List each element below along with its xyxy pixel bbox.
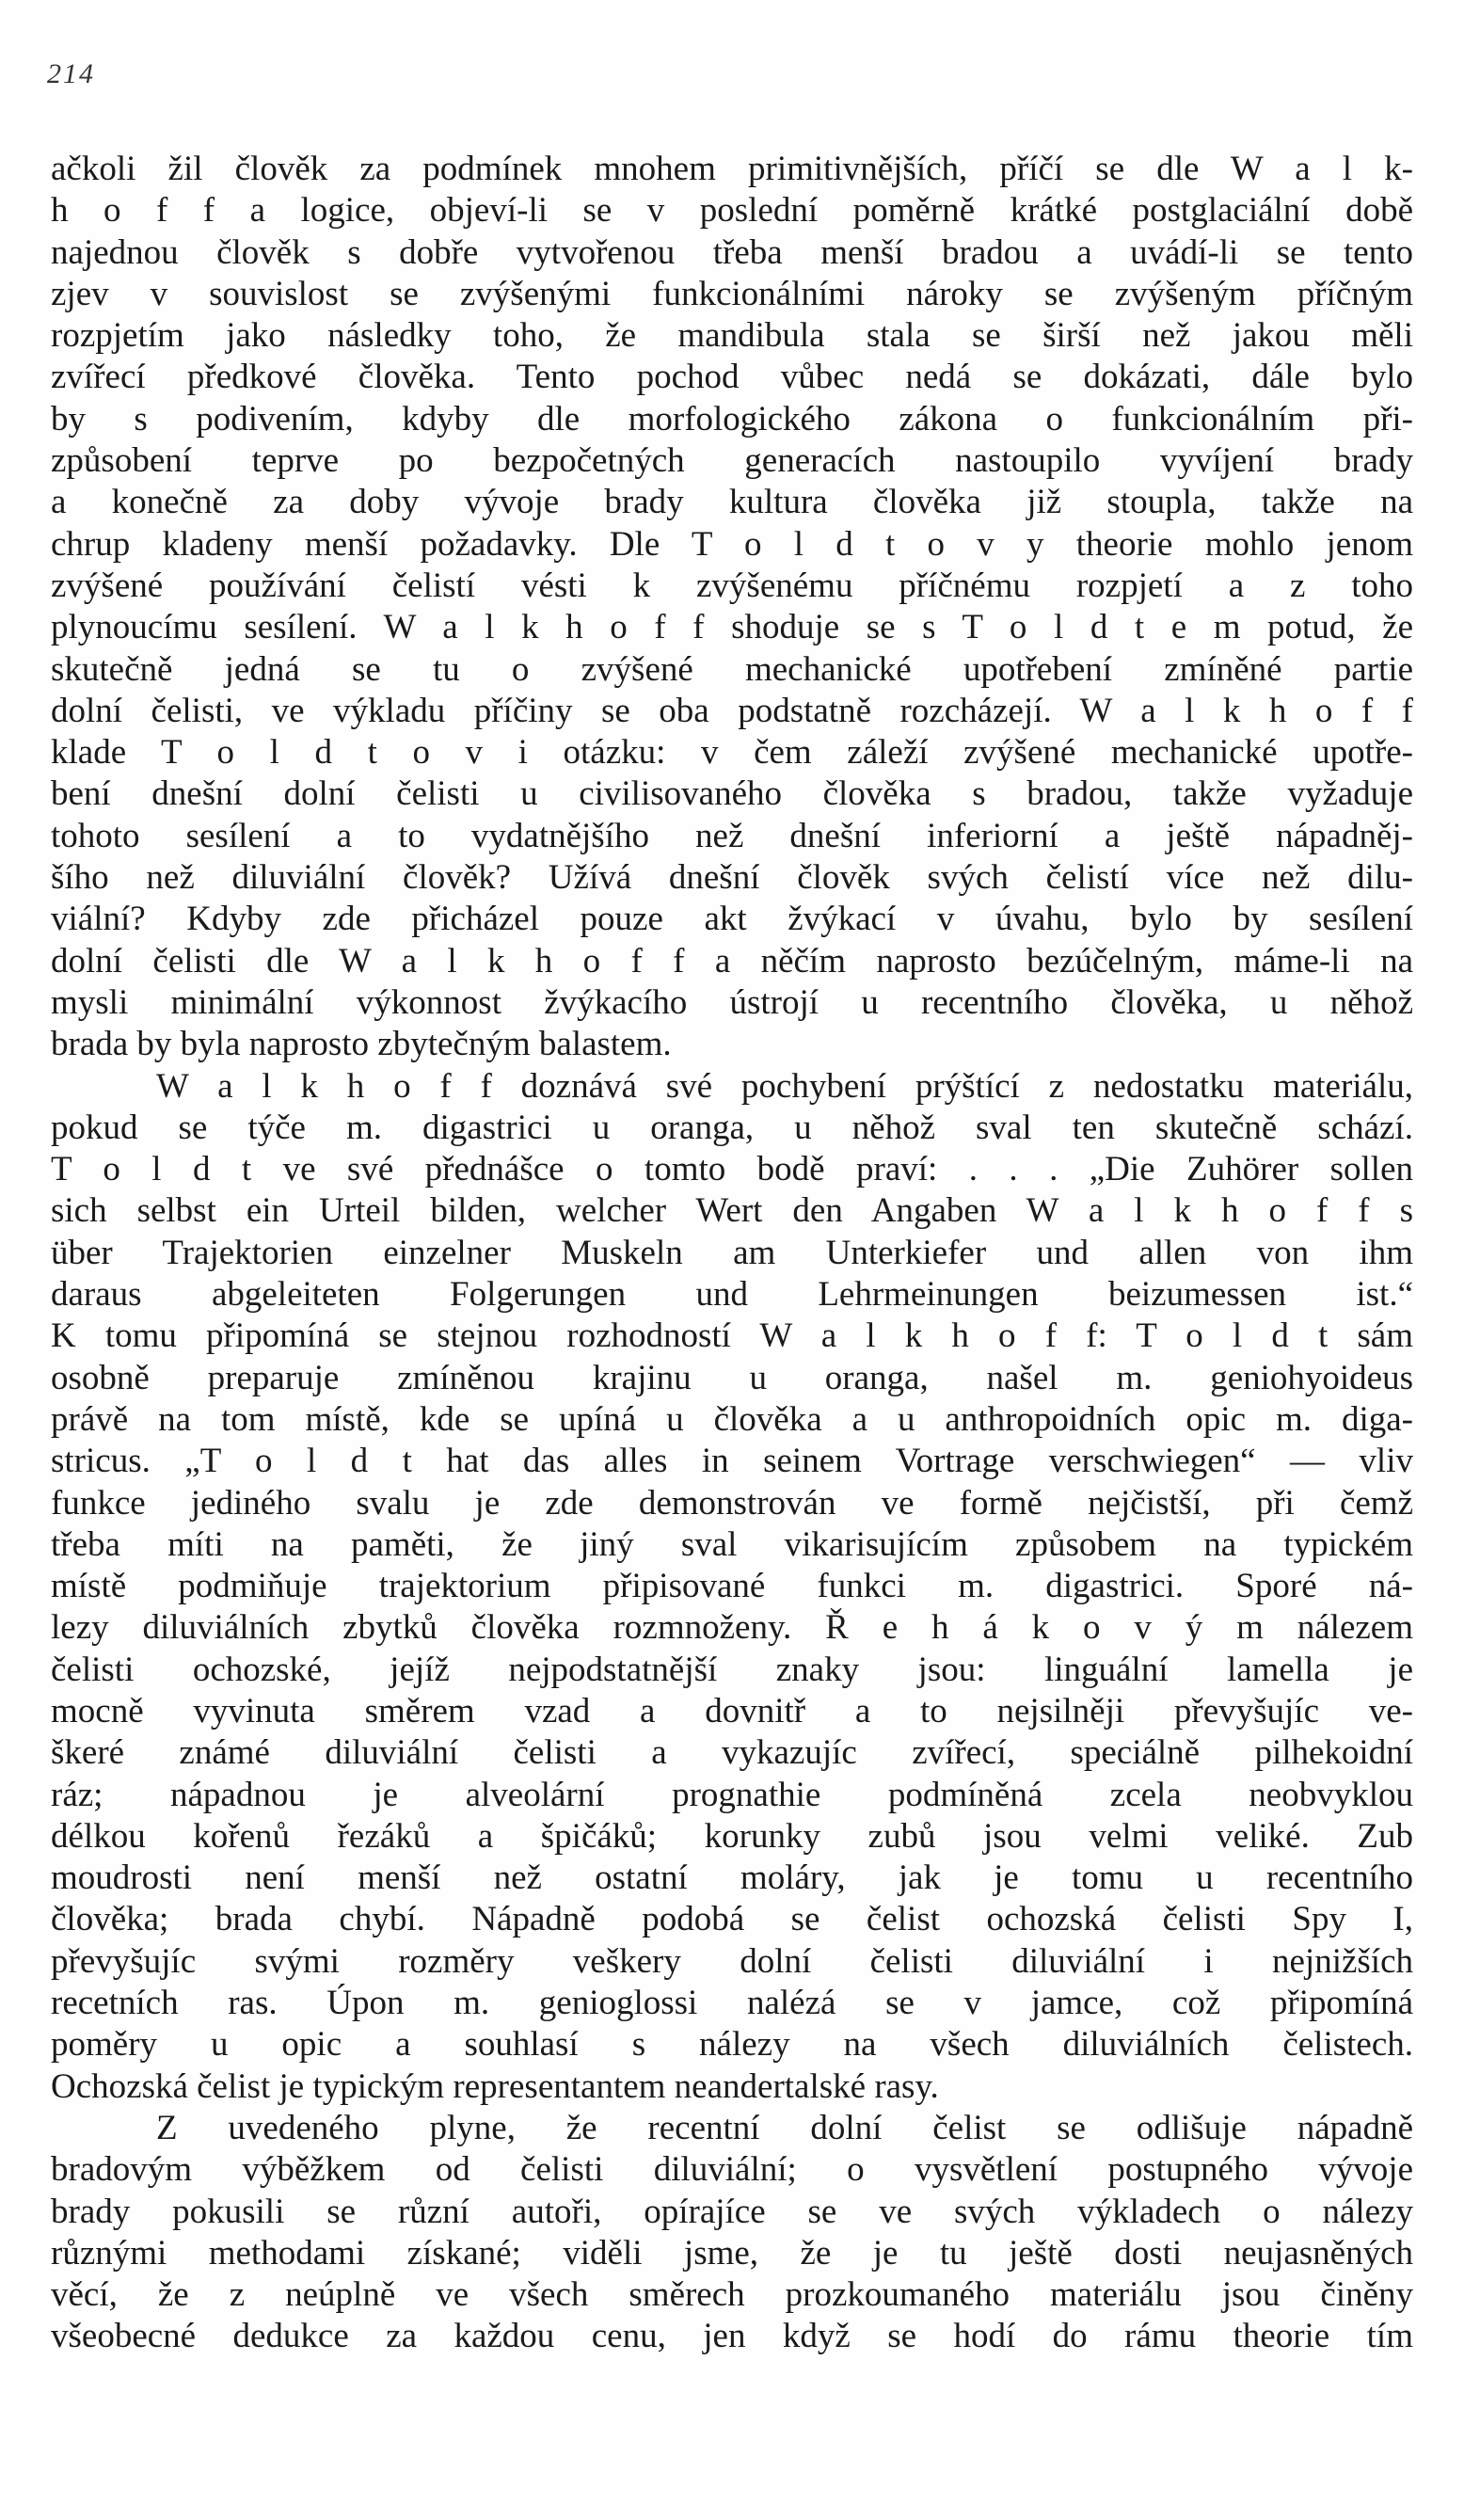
text-line: daraus abgeleiteten Folgerungen und Lehrmeinungen beizumessen ist.“	[51, 1275, 1413, 1315]
text-line: tohoto sesílení a to vydatnějšího než dnešní inferiorní a ještě nápadněj-	[51, 816, 1413, 855]
text-line: bení dnešní dolní čelisti u civilisovaného člověka s bradou, takže vyžaduje	[51, 774, 1413, 814]
text-line: lezy diluviálních zbytků člověka rozmnoženy. Ř e h á k o v ý m nálezem	[51, 1608, 1413, 1648]
text-line: čelisti ochozské, jejíž nejpodstatnější znaky jsou: linguální lamella je	[51, 1650, 1413, 1689]
text-line: recetních ras. Úpon m. genioglossi nalézá se v jamce, což připomíná	[51, 1984, 1413, 2023]
text-line: h o f f a logice, objeví-li se v poslední poměrně krátké postglaciální době	[51, 191, 1413, 231]
text-line: klade T o l d t o v i otázku: v čem záleží zvýšené mechanické upotře-	[51, 733, 1413, 773]
text-line: bradovým výběžkem od čelisti diluviální; o vysvětlení postupného vývoje	[51, 2150, 1413, 2190]
text-line: T o l d t ve své přednášce o tomto bodě praví: . . . „Die Zuhörer sollen	[51, 1150, 1413, 1189]
text-line: způsobení teprve po bezpočetných generacích nastoupilo vyvíjení brady	[51, 441, 1413, 481]
text-line: über Trajektorien einzelner Muskeln am Unterkiefer und allen von ihm	[51, 1233, 1413, 1272]
text-line: dolní čelisti dle W a l k h o f f a něčím naprosto bezúčelným, máme-li na	[51, 941, 1413, 981]
text-line: chrup kladeny menší požadavky. Dle T o l d t o v y theorie mohlo jenom	[51, 524, 1413, 564]
text-line: zvířecí předkové člověka. Tento pochod vůbec nedá se dokázati, dále bylo	[51, 358, 1413, 397]
text-line: K tomu připomíná se stejnou rozhodností W a l k h o f f: T o l d t sám	[51, 1316, 1413, 1356]
text-line: člověka; brada chybí. Nápadně podobá se čelist ochozská čelisti Spy I,	[51, 1900, 1413, 1939]
text-line: funkce jediného svalu je zde demonstrován ve formě nejčistší, při čemž	[51, 1483, 1413, 1523]
text-line: všeobecné dedukce za každou cenu, jen když se hodí do rámu theorie tím	[51, 2317, 1413, 2356]
text-line: třeba míti na paměti, že jiný sval vikarisujícím způsobem na typickém	[51, 1524, 1413, 1564]
text-line: brady pokusili se různí autoři, opírajíce se ve svých výkladech o nálezy	[51, 2192, 1413, 2231]
text-line: by s podivením, kdyby dle morfologického zákona o funkcionálním při-	[51, 399, 1413, 439]
text-line: plynoucímu sesílení. W a l k h o f f shoduje se s T o l d t e m potud, že	[51, 608, 1413, 647]
text-line: zjev v souvislost se zvýšenými funkcionálními nároky se zvýšeným příčným	[51, 274, 1413, 313]
text-line: šího než diluviální člověk? Užívá dnešní člověk svých čelistí více než dilu-	[51, 858, 1413, 898]
text-line: různými methodami získané; viděli jsme, že je tu ještě dosti neujasněných	[51, 2233, 1413, 2273]
text-line: zvýšené používání čelistí vésti k zvýšenému příčnému rozpjetí a z toho	[51, 566, 1413, 605]
page-number: 214	[47, 58, 95, 89]
text-line: mocně vyvinuta směrem vzad a dovnitř a to nejsilněji převyšujíc ve-	[51, 1691, 1413, 1731]
text-line: poměry u opic a souhlasí s nálezy na všech diluviálních čelistech.	[51, 2025, 1413, 2065]
text-line: místě podmiňuje trajektorium připisované funkci m. digastrici. Sporé ná-	[51, 1567, 1413, 1606]
body-text	[51, 149, 1413, 2358]
text-line: stricus. „T o l d t hat das alles in seinem Vortrage verschwiegen“ — vliv	[51, 1442, 1413, 1481]
text-line: mysli minimální výkonnost žvýkacího ústrojí u recentního člověka, u něhož	[51, 982, 1413, 1022]
text-line: sich selbst ein Urteil bilden, welcher Wert den Angaben W a l k h o f f s	[51, 1191, 1413, 1231]
text-line: škeré známé diluviální čelisti a vykazujíc zvířecí, speciálně pilhekoidní	[51, 1733, 1413, 1773]
text-line: rozpjetím jako následky toho, že mandibula stala se širší než jakou měli	[51, 316, 1413, 356]
text-line: osobně preparuje zmíněnou krajinu u oranga, našel m. geniohyoideus	[51, 1358, 1413, 1397]
text-line: ráz; nápadnou je alveolární prognathie podmíněná zcela neobvyklou	[51, 1775, 1413, 1814]
text-line: převyšujíc svými rozměry veškery dolní čelisti diluviální i nejnižších	[51, 1941, 1413, 1981]
text-line: najednou člověk s dobře vytvořenou třeba menší bradou a uvádí-li se tento	[51, 232, 1413, 272]
text-line: délkou kořenů řezáků a špičáků; korunky zubů jsou velmi veliké. Zub	[51, 1816, 1413, 1856]
text-line: skutečně jedná se tu o zvýšené mechanické upotřebení zmíněné partie	[51, 649, 1413, 689]
text-line: ačkoli žil člověk za podmínek mnohem primitivnějších, příčí se dle W a l k-	[51, 150, 1413, 188]
text-line: W a l k h o f f doznává své pochybení prýštící z nedostatku materiálu,	[156, 1066, 1413, 1106]
text-line: a konečně za doby vývoje brady kultura člověka již stoupla, takže na	[51, 483, 1413, 522]
text-line: pokud se týče m. digastrici u oranga, u něhož sval ten skutečně schází.	[51, 1108, 1413, 1147]
text-line: věcí, že z neúplně ve všech směrech prozkoumaného materiálu jsou činěny	[51, 2275, 1413, 2315]
text-line: viální? Kdyby zde přicházel pouze akt žvýkací v úvahu, bylo by sesílení	[51, 900, 1413, 939]
text-line: brada by byla naprosto zbytečným balastem.	[51, 1025, 672, 1064]
text-line: moudrosti není menší než ostatní moláry, jak je tomu u recentního	[51, 1858, 1413, 1898]
text-line: dolní čelisti, ve výkladu příčiny se oba podstatně rozcházejí. W a l k h o f f	[51, 691, 1413, 730]
text-line: Ochozská čelist je typickým representantem neandertalské rasy.	[51, 2066, 939, 2106]
text-line: Z uvedeného plyne, že recentní dolní čelist se odlišuje nápadně	[156, 2108, 1413, 2147]
text-line: právě na tom místě, kde se upíná u člověka a u anthropoidních opic m. diga-	[51, 1399, 1413, 1439]
